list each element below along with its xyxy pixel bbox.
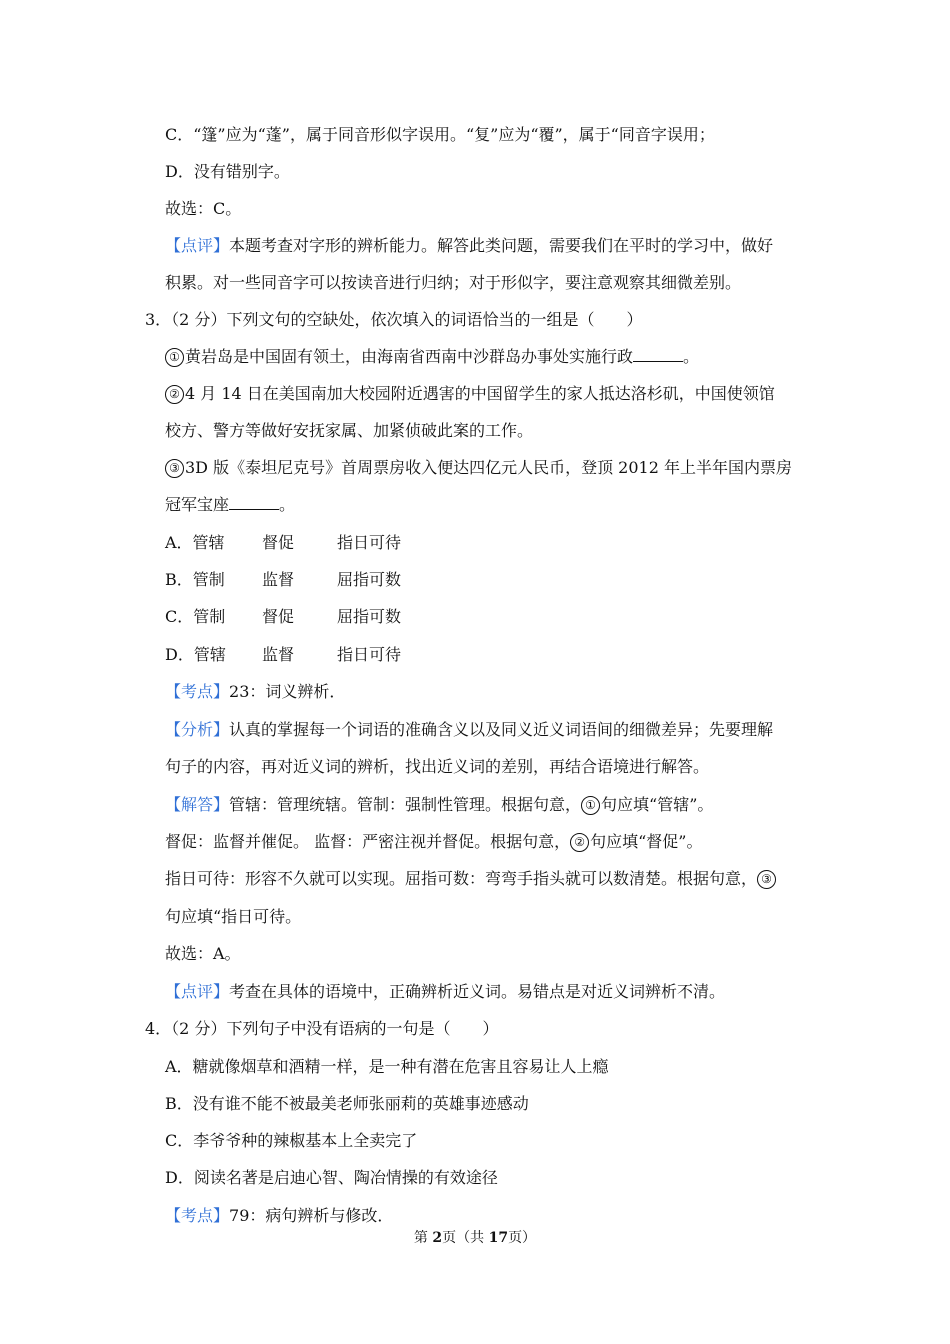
q4-stem: 4．（2 分）下列句子中没有语病的一句是（ ） bbox=[145, 1019, 499, 1038]
q3-sentence-1: ① 黄岩岛是中国固有领土，由海南省西南中沙群岛办事处实施行政 。 bbox=[165, 346, 699, 368]
q3-stem: 3．（2 分）下列文句的空缺处，依次填入的词语恰当的一组是（ ） bbox=[145, 310, 643, 329]
fenxi-tag: 【分析】 bbox=[165, 720, 230, 739]
q3-fenxi-line-2: 句子的内容，再对近义词的辨析，找出近义词的差别，再结合语境进行解答。 bbox=[165, 757, 710, 776]
q3-sentence-3-line-1: ③ 3D 版《泰坦尼克号》首周票房收入便达四亿元人民币，登顶 2012 年上半年国内票房 bbox=[165, 457, 792, 479]
q3-fenxi-line-1: 【分析】认真的掌握每一个词语的准确含义以及同义近义词语间的细微差异；先要理解 bbox=[165, 720, 774, 739]
q3-option-c: C．管制 督促 屈指可数 bbox=[165, 607, 402, 626]
fill-blank bbox=[633, 347, 683, 362]
q3-jieda-line-3: 指日可待：形容不久就可以实现。屈指可数：弯弯手指头就可以数清楚。根据句意， ③ bbox=[165, 868, 777, 890]
q2-option-d-explanation: D．没有错别字。 bbox=[165, 162, 290, 181]
q3-sentence-3-line-2: 冠军宝座 。 bbox=[165, 495, 296, 514]
q4-option-c: C．李爷爷种的辣椒基本上全卖完了 bbox=[165, 1131, 418, 1150]
circled-number: ② bbox=[570, 833, 589, 852]
q3-option-d: D．管辖 监督 指日可待 bbox=[165, 645, 402, 664]
circled-number: ① bbox=[165, 348, 184, 367]
q3-sentence-2-line-2: 校方、警方等做好安抚家属、加紧侦破此案的工作。 bbox=[165, 421, 534, 440]
circled-number: ① bbox=[581, 796, 600, 815]
q3-option-b: B．管制 监督 屈指可数 bbox=[165, 570, 402, 589]
q3-review: 【点评】考查在具体的语境中，正确辨析近义词。易错点是对近义词辨析不清。 bbox=[165, 982, 726, 1001]
q3-jieda-line-4: 句应填“指日可待。 bbox=[165, 907, 302, 926]
q2-answer: 故选：C。 bbox=[165, 199, 242, 218]
total-page-count: 17 bbox=[488, 1230, 509, 1246]
circled-number: ③ bbox=[165, 459, 184, 478]
circled-number: ② bbox=[165, 385, 184, 404]
q3-option-a: A．管辖 督促 指日可待 bbox=[165, 533, 402, 552]
q3-jieda-line-2: 督促：监督并催促。 监督：严密注视并督促。根据句意， ② 句应填“督促”。 bbox=[165, 832, 703, 851]
q4-option-a: A．糖就像烟草和酒精一样，是一种有潜在危害且容易让人上瘾 bbox=[165, 1057, 609, 1076]
page-footer: 第 2页（共 17页） bbox=[413, 1230, 537, 1246]
q3-sentence-2-line-1: ② 4 月 14 日在美国南加大校园附近遇害的中国留学生的家人抵达洛杉矶，中国使领馆 bbox=[165, 383, 775, 405]
jieda-tag: 【解答】 bbox=[165, 795, 230, 814]
q2-option-c-explanation: C．“篷”应为“蓬”，属于同音形似字误用。“复”应为“覆”，属于“同音字误用； bbox=[165, 125, 715, 144]
q2-review-text-1: 本题考查对字形的辨析能力。解答此类问题，需要我们在平时的学习中，做好 bbox=[229, 236, 774, 255]
q3-kaodian: 【考点】23：词义辨析． bbox=[165, 682, 346, 701]
kaodian-tag: 【考点】 bbox=[165, 682, 230, 701]
q3-jieda-line-1: 【解答】管辖：管理统辖。管制：强制性管理。根据句意， ① 句应填“管辖”。 bbox=[165, 795, 714, 814]
kaodian-tag: 【考点】 bbox=[165, 1206, 230, 1225]
review-tag: 【点评】 bbox=[165, 982, 230, 1001]
q4-option-b: B．没有谁不能不被最美老师张丽莉的英雄事迹感动 bbox=[165, 1094, 529, 1113]
q2-review-line-1 bbox=[165, 235, 773, 257]
q4-kaodian: 【考点】79：病句辨析与修改． bbox=[165, 1206, 394, 1225]
q4-option-d: D．阅读名著是启迪心智、陶冶情操的有效途径 bbox=[165, 1168, 498, 1187]
current-page-number: 2 bbox=[432, 1230, 443, 1246]
fill-blank bbox=[229, 495, 279, 510]
circled-number: ③ bbox=[757, 870, 776, 889]
review-tag: 【点评】 bbox=[165, 236, 230, 255]
q3-answer: 故选：A。 bbox=[165, 944, 241, 963]
q2-review-line-2: 积累。对一些同音字可以按读音进行归纳；对于形似字，要注意观察其细微差别。 bbox=[165, 273, 742, 292]
